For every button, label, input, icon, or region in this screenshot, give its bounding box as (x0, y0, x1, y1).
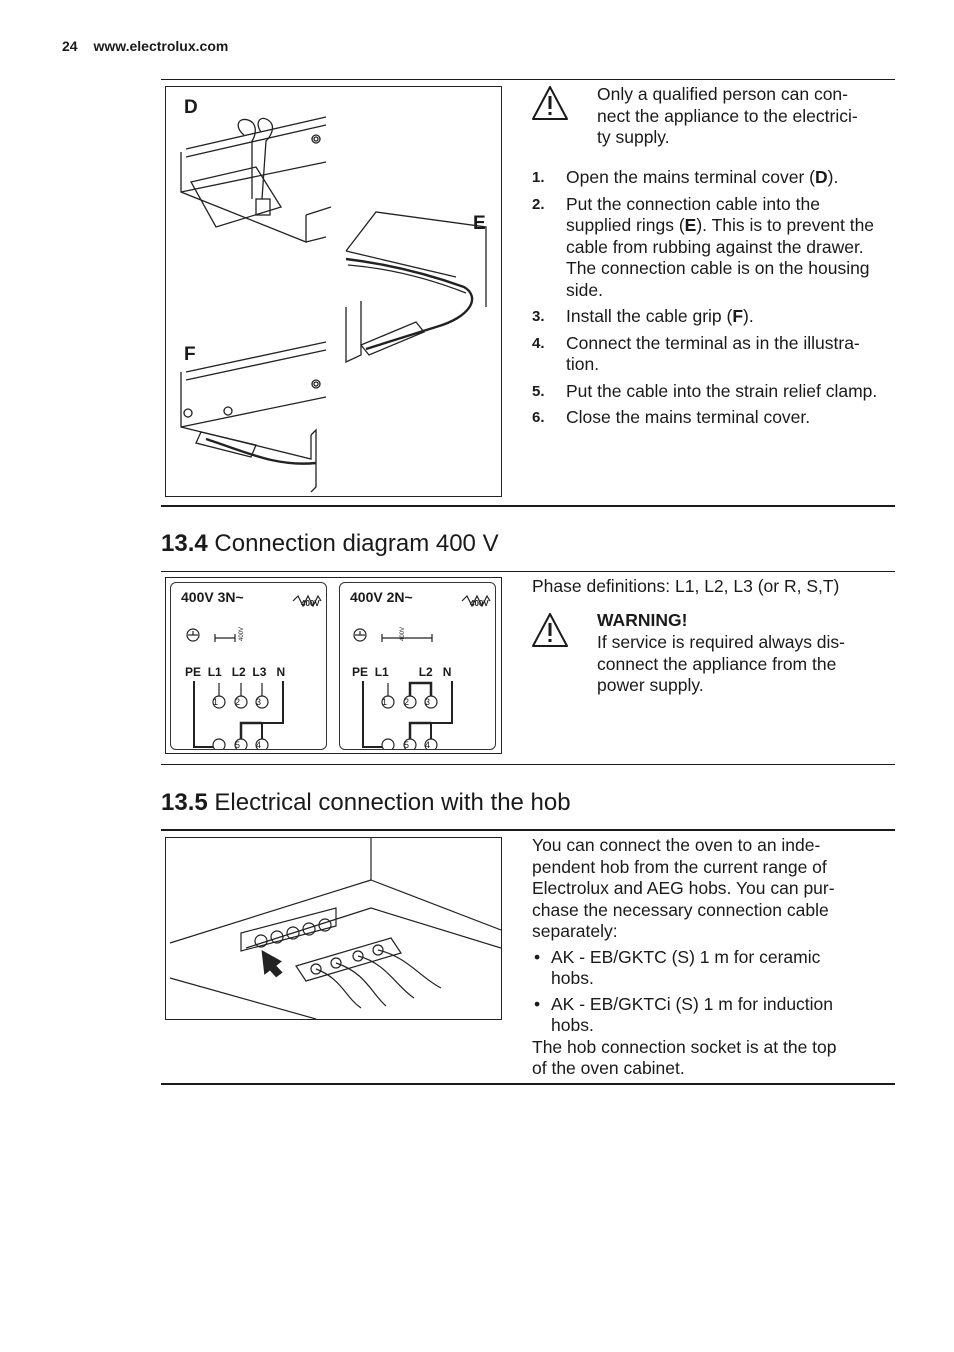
figure-label-f: F (184, 344, 196, 365)
step-item: 6. Close the mains terminal cover. (532, 407, 811, 427)
warning-icon (531, 612, 569, 648)
qualified-person-note: Only a qualified person can con- nect the appliance to the electrici- ty supply. (597, 84, 858, 147)
step-item: 4. Connect the terminal as in the illustra- tion. (532, 332, 860, 374)
figure-label-d: D (184, 97, 198, 118)
terminal-cover-illustration (165, 86, 502, 497)
warning-heading: WARNING! (597, 610, 688, 630)
hob-socket-drawing (166, 838, 501, 1019)
section-rule (161, 829, 895, 831)
cable-list (532, 947, 887, 1037)
diagram-3n-labels: PE L1 L2 L3 N (185, 665, 286, 679)
diagram-2n-labels: PE L1 L2 N (352, 665, 452, 679)
installation-drawing (166, 87, 501, 496)
warning-body: If service is required always dis- connect the appliance from the power supply. (597, 632, 845, 695)
section-heading-13-5: 13.5 Electrical connection with the hob (161, 789, 571, 816)
section-rule (161, 1083, 895, 1085)
hob-connection-illustration (165, 837, 502, 1020)
diagram-2n-voltage: 400V (470, 599, 489, 608)
page-header (62, 38, 228, 54)
connection-diagram-figure (165, 577, 502, 754)
hob-intro: You can connect the oven to an inde- pendent hob from the current range of Electrolux and AEG hobs. You can pur- chase the necessary connection cable separately: (532, 835, 835, 941)
cable-item: • AK - EB/GKTC (S) 1 m for ceramic hobs. (532, 947, 887, 990)
hob-outro: The hob connection socket is at the top of the oven cabinet. (532, 1036, 837, 1078)
hob-connection-text (532, 835, 887, 1080)
step-item: 5. Put the cable into the strain relief clamp. (532, 380, 878, 401)
step-item: 2. Put the connection cable into the supplied rings (E). This is to prevent the cable from rubbing against the drawer. The connection cable is on the housing side. (532, 193, 875, 300)
diagram-3n-rotated-voltage: 400V (239, 626, 246, 642)
diagram-2n-title: 400V 2N~ (350, 589, 413, 605)
diagram-2n-rotated-voltage: 400V (400, 626, 407, 642)
section-rule (161, 571, 895, 572)
steps-list (532, 167, 887, 434)
section-rule (161, 764, 895, 765)
diagram-3n-wiring (171, 583, 326, 749)
site-url: www.electrolux.com (93, 38, 229, 54)
section-heading-13-4: 13.4 Connection diagram 400 V (161, 530, 499, 557)
diagram-2n-wiring (340, 583, 495, 749)
diagram-3n-title: 400V 3N~ (181, 589, 244, 605)
phase-definitions: Phase definitions: L1, L2, L3 (or R, S,T) (532, 576, 840, 596)
diagram-3n-voltage: 400V (301, 599, 320, 608)
section-rule (161, 505, 895, 507)
step-item: 1. Open the mains terminal cover (D). (532, 167, 839, 187)
diagram-2n-panel: 400V 2N~ 400V 400V PE L1 L2 N 1 2 3 5 4 (339, 582, 496, 750)
step-item: 3. Install the cable grip (F). (532, 306, 754, 326)
page-number: 24 (62, 38, 78, 54)
section-rule (161, 79, 895, 80)
cable-item: • AK - EB/GKTCi (S) 1 m for induction hobs. (532, 994, 887, 1037)
warning-icon (531, 85, 569, 121)
diagram-3n-panel: 400V 3N~ 400V 400V PE L1 L2 L3 N 1 2 3 5 4 (170, 582, 327, 750)
figure-label-e: E (473, 213, 486, 234)
